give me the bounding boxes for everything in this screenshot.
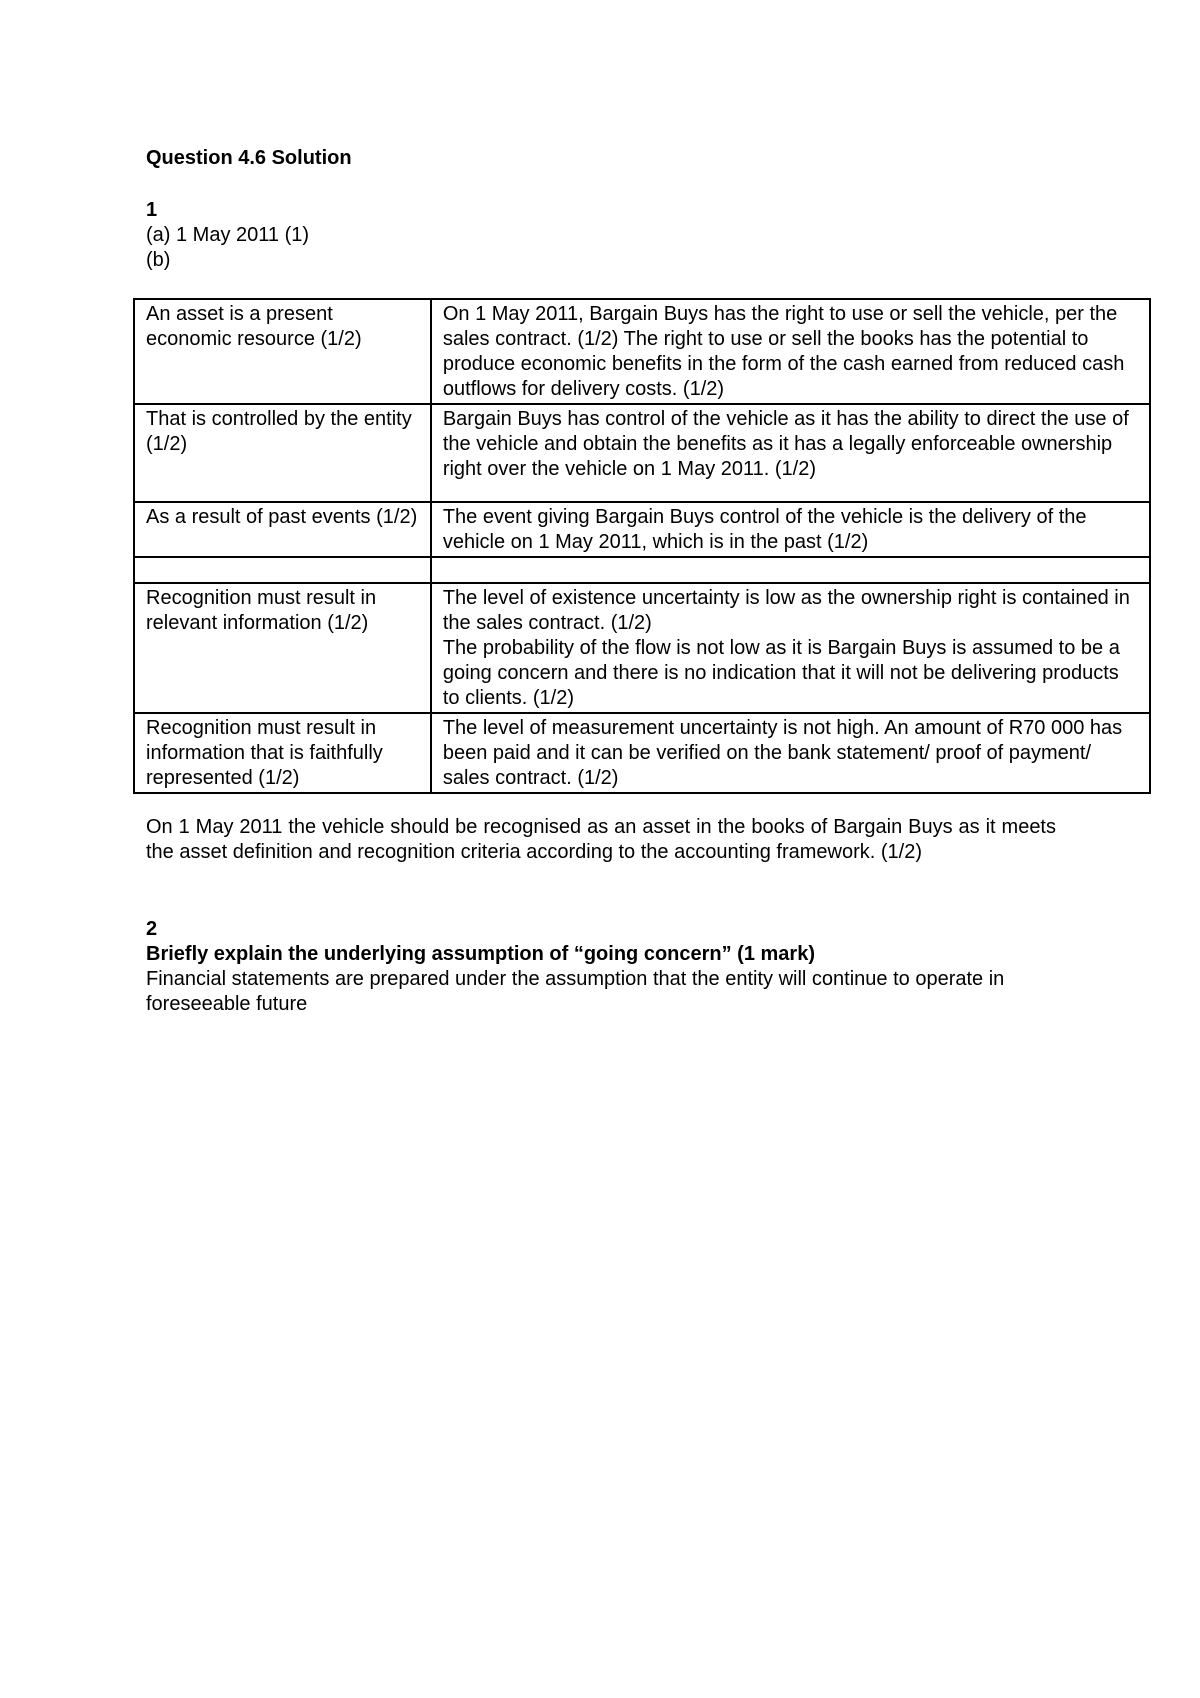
criterion-cell: That is controlled by the entity (1/2): [134, 404, 431, 502]
table-row: [134, 404, 1150, 502]
table-row: [134, 299, 1150, 404]
table-row: [134, 713, 1150, 793]
table-row-empty: [134, 557, 1150, 583]
explanation-cell: The event giving Bargain Buys control of the vehicle is the delivery of the vehicle on 1 May 2011, which is in the past (1/2): [431, 502, 1150, 557]
question-1: [146, 198, 1066, 273]
criterion-cell: [134, 557, 431, 583]
question-2-number: 2: [146, 918, 158, 940]
criterion-cell: Recognition must result in relevant information (1/2): [134, 583, 431, 713]
explanation-cell: The level of measurement uncertainty is not high. An amount of R70 000 has been paid and it can be verified on the bank statement/ proof of payment/ sales contract. (1/2): [431, 713, 1150, 793]
explanation-cell: On 1 May 2011, Bargain Buys has the right to use or sell the vehicle, per the sales contract. (1/2) The right to use or sell the books has the potential to produce economic benefits in the form of the cash earned from reduced cash outflows for delivery costs. (1/2): [431, 299, 1150, 404]
explanation-line: The level of existence uncertainty is low as the ownership right is contained in the sales contract. (1/2): [442, 587, 1130, 634]
table-row: [134, 502, 1150, 557]
criterion-cell: Recognition must result in information that is faithfully represented (1/2): [134, 713, 431, 793]
question-1-number: 1: [146, 199, 158, 221]
question-2-answer: Financial statements are prepared under the assumption that the entity will continue to operate in foreseeable future: [146, 968, 1005, 1015]
explanation-cell: [431, 583, 1150, 713]
criterion-cell: An asset is a present economic resource (1/2): [134, 299, 431, 404]
explanation-line: The probability of the flow is not low as it is Bargain Buys is assumed to be a going concern and there is no indication that it will not be delivering products to clients. (1/2): [442, 637, 1120, 709]
criterion-cell: As a result of past events (1/2): [134, 502, 431, 557]
question-1-part-a: (a) 1 May 2011 (1): [146, 224, 310, 246]
question-2-heading: Briefly explain the underlying assumption of “going concern” (1 mark): [146, 943, 815, 965]
conclusion-text: On 1 May 2011 the vehicle should be recognised as an asset in the books of Bargain Buys as it meets the asset definition and recognition criteria according to the accounting framework. (1/2): [146, 816, 1056, 863]
asset-criteria-table: [133, 298, 1151, 794]
explanation-cell: Bargain Buys has control of the vehicle as it has the ability to direct the use of the vehicle and obtain the benefits as it has a legally enforceable ownership right over the vehicle on 1 May 2011. (1/2): [431, 404, 1150, 502]
conclusion-paragraph: [146, 815, 1056, 865]
question-2: [146, 917, 1066, 1017]
page-title: Question 4.6 Solution: [146, 147, 352, 169]
question-1-part-b: (b): [146, 249, 171, 271]
table-row: [134, 583, 1150, 713]
explanation-cell: [431, 557, 1150, 583]
